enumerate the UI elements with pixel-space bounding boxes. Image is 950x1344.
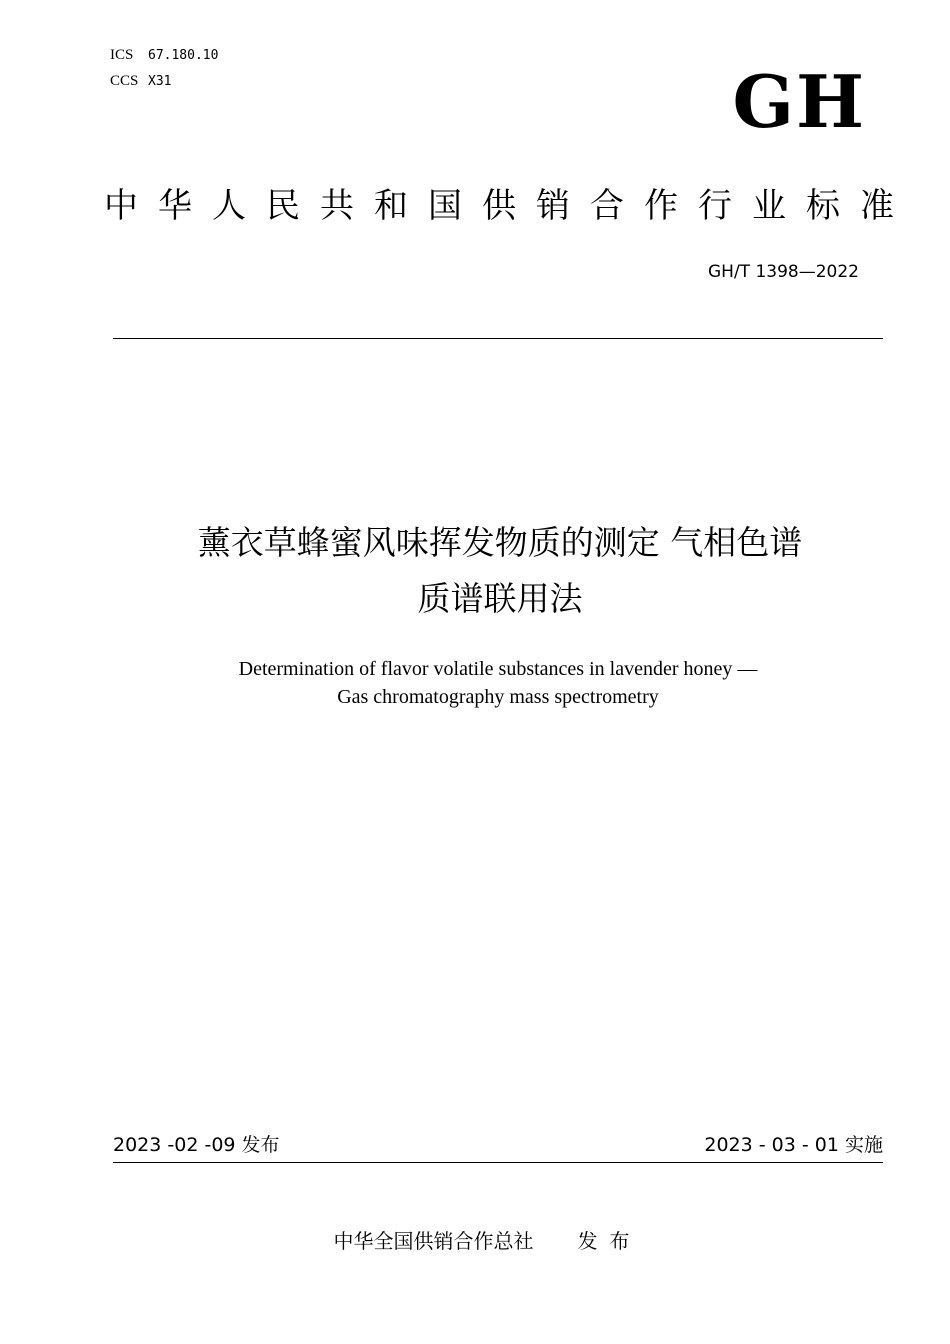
publisher-line [0, 1226, 950, 1256]
ccs-code: X31 [148, 74, 172, 89]
ics-label: ICS [110, 47, 134, 63]
standard-number: GH/T 1398—2022 [708, 262, 859, 282]
ccs-label: CCS [110, 73, 139, 89]
implementation-date: 2023 - 03 - 01 实施 [704, 1134, 883, 1156]
publisher-name: 中华全国供销合作总社 [333, 1229, 534, 1253]
ics-classification [110, 46, 218, 65]
document-title-cn-line1: 薰衣草蜂蜜风味挥发物质的测定 气相色谱 [197, 523, 803, 562]
issue-date: 2023 -02 -09 发布 [113, 1134, 280, 1156]
standard-category-title: 中华人民共和国供销合作行业标准 [104, 186, 914, 226]
ics-code: 67.180.10 [148, 48, 219, 63]
ccs-classification [110, 72, 171, 91]
document-title-en-line1: Determination of flavor volatile substances in lavender honey — [238, 658, 758, 680]
footer-divider [113, 1162, 883, 1163]
header-divider [113, 338, 883, 339]
document-title-en-line2: Gas chromatography mass spectrometry [337, 686, 659, 708]
publish-action: 发布 [577, 1229, 642, 1253]
gh-logo: GH [732, 59, 866, 144]
document-title-cn-line2: 质谱联用法 [417, 579, 583, 618]
